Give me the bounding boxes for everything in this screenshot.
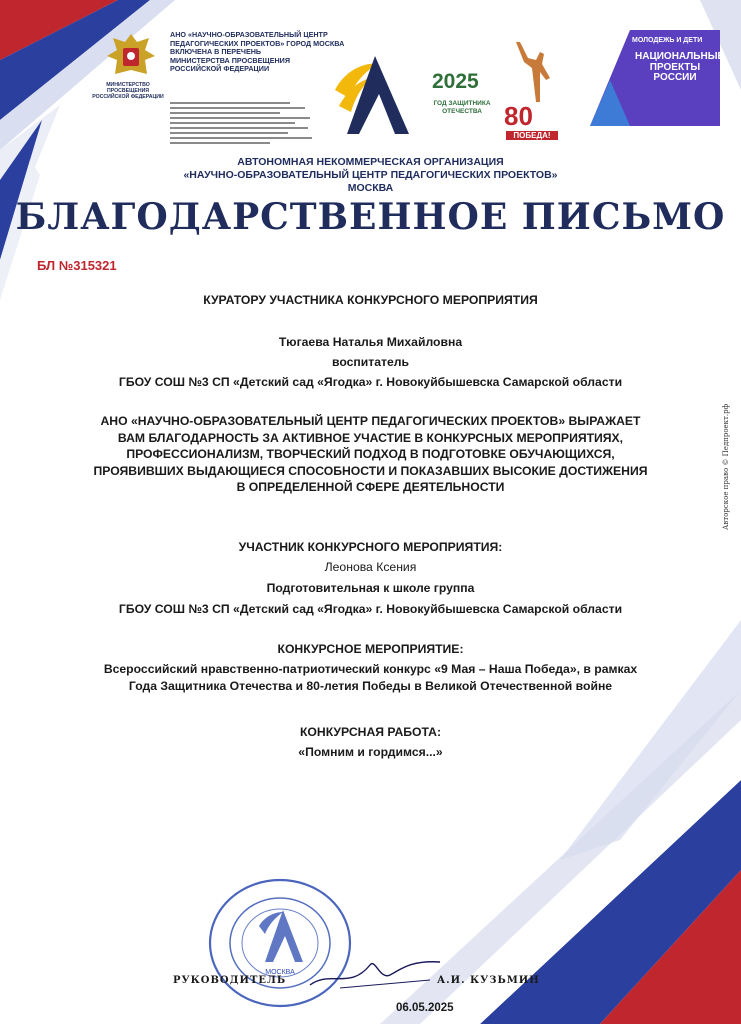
participant-heading: УЧАСТНИК КОНКУРСНОГО МЕРОПРИЯТИЯ: xyxy=(238,540,503,554)
event-description xyxy=(0,661,741,694)
participant-group: Подготовительная к школе группа xyxy=(266,581,475,595)
national-projects-top: МОЛОДЕЖЬ И ДЕТИ xyxy=(632,37,703,44)
participant-organization: ГБОУ СОШ №3 СП «Детский сад «Ягодка» г. Новокуйбышевска Самарской области xyxy=(118,602,623,616)
participant-name: Леонова Ксения xyxy=(324,560,417,574)
gratitude-text xyxy=(0,413,741,496)
org-top-line: ПЕДАГОГИЧЕСКИХ ПРОЕКТОВ» ГОРОД МОСКВА xyxy=(170,38,345,48)
org-top-line: ВКЛЮЧЕНА В ПЕРЕЧЕНЬ xyxy=(170,47,262,57)
org-name-line: АВТОНОМНАЯ НЕКОММЕРЧЕСКАЯ ОРГАНИЗАЦИЯ xyxy=(237,156,504,168)
victory-80: 80 xyxy=(504,101,533,131)
fine-print-block xyxy=(170,100,330,150)
document-title: БЛАГОДАРСТВЕННОЕ ПИСЬМО xyxy=(15,196,726,238)
org-top-line: РОССИЙСКОЙ ФЕДЕРАЦИИ xyxy=(170,64,270,74)
national-projects-main: НАЦИОНАЛЬНЫЕ ПРОЕКТЫ РОССИИ xyxy=(635,51,725,83)
recipient-organization: ГБОУ СОШ №3 СП «Детский сад «Ягодка» г. Новокуйбышевска Самарской области xyxy=(118,375,623,389)
signer-role: РУКОВОДИТЕЛЬ xyxy=(173,975,287,986)
document-number: БЛ №315321 xyxy=(37,258,117,273)
year-logo: 2025 xyxy=(432,70,479,93)
ministry-caption: МИНИСТЕРСТВО ПРОСВЕЩЕНИЯ РОССИЙСКОЙ ФЕДЕРАЦИИ xyxy=(92,82,164,100)
issue-date: 06.05.2025 xyxy=(396,1002,454,1014)
stamp-city: МОСКВА xyxy=(265,969,295,976)
work-title: «Помним и гордимся...» xyxy=(298,745,443,759)
recipient-name: Тюгаева Наталья Михайловна xyxy=(278,335,463,349)
org-top-line: МИНИСТЕРСТВА ПРОСВЕЩЕНИЯ xyxy=(170,55,291,65)
victory-label: ПОБЕДА! xyxy=(506,131,558,140)
signer-name: А.И. КУЗЬМИН xyxy=(437,975,540,986)
event-line: Года Защитника Отечества и 80-летия Победы в Великой Отечественной войне xyxy=(128,678,613,693)
gratitude-line: В ОПРЕДЕЛЕННОЙ СФЕРЕ ДЕЯТЕЛЬНОСТИ xyxy=(236,480,505,494)
signature-icon xyxy=(300,950,450,995)
org-name-line: МОСКВА xyxy=(347,182,394,194)
gratitude-line: ПРОЯВИВШИХ ВЫДАЮЩИЕСЯ СПОСОБНОСТИ И ПОКАЗАВШИХ ВЫСОКИЕ ДОСТИЖЕНИЯ xyxy=(93,463,648,478)
coat-of-arms-icon xyxy=(103,30,159,84)
event-heading: КОНКУРСНОЕ МЕРОПРИЯТИЕ: xyxy=(277,642,464,656)
gratitude-line: ВАМ БЛАГОДАРНОСТЬ ЗА АКТИВНОЕ УЧАСТИЕ В КОНКУРСНЫХ МЕРОПРИЯТИЯХ, xyxy=(117,430,624,445)
recipient-heading: КУРАТОРУ УЧАСТНИКА КОНКУРСНОГО МЕРОПРИЯТИЯ xyxy=(203,293,538,307)
gratitude-line: ПРОФЕССИОНАЛИЗМ, ТВОРЧЕСКИЙ ПОДХОД В ПОДГОТОВКЕ ОБУЧАЮЩИХСЯ, xyxy=(126,447,615,461)
organization-name xyxy=(0,156,741,195)
center-logo-icon xyxy=(325,50,420,142)
gratitude-line: АНО «НАУЧНО-ОБРАЗОВАТЕЛЬНЫЙ ЦЕНТР ПЕДАГОГИЧЕСКИХ ПРОЕКТОВ» ВЫРАЖАЕТ xyxy=(100,414,641,428)
work-heading: КОНКУРСНАЯ РАБОТА: xyxy=(299,725,442,739)
org-top-line: АНО «НАУЧНО-ОБРАЗОВАТЕЛЬНЫЙ ЦЕНТР xyxy=(170,30,328,39)
motherland-statue-icon xyxy=(510,38,560,104)
recipient-position: воспитатель xyxy=(332,355,409,369)
copyright-side-note: Авторское право © Педпроект.рф xyxy=(722,403,730,530)
year-logo-caption: ГОД ЗАЩИТНИКА ОТЕЧЕСТВА xyxy=(433,100,491,115)
event-line: Всероссийский нравственно-патриотический конкурс «9 Мая – Наша Победа», в рамках xyxy=(103,662,638,676)
org-name-line: «НАУЧНО-ОБРАЗОВАТЕЛЬНЫЙ ЦЕНТР ПЕДАГОГИЧЕСКИХ ПРОЕКТОВ» xyxy=(183,169,558,181)
